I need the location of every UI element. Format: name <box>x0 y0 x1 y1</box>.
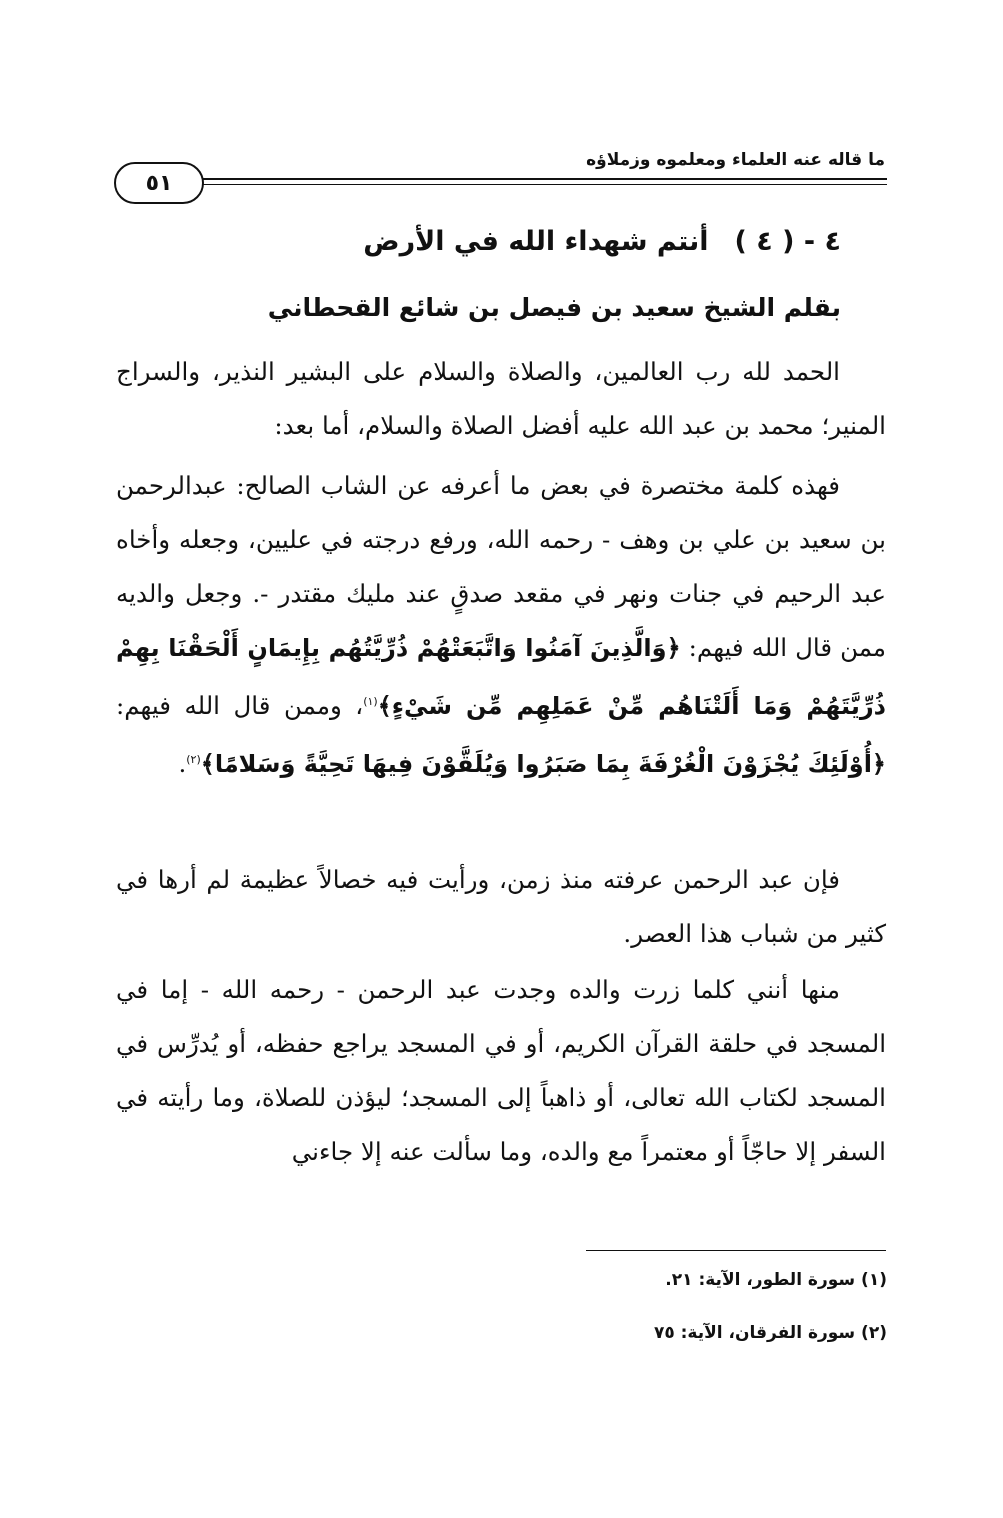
author-byline: بقلم الشيخ سعيد بن فيصل بن شائع القحطاني <box>267 293 841 322</box>
paragraph-text: . <box>178 749 187 779</box>
paragraph-text: فهذه كلمة مختصرة في بعض ما أعرفه عن الشاب الصالح: عبدالرحمن بن سعيد بن علي بن وهف - رحمه الله، ورفع درجته في عليين، وجعله وأخاه عبد الرحيم في جنات ونهر في مقعد صدقٍ عند مليك مقتدر -. وجعل والديه ممن قال الله فيهم: <box>116 471 887 662</box>
paragraph-qualities: فإن عبد الرحمن عرفته منذ زمن، ورأيت فيه خصالاً عظيمة لم أرها في كثير من شباب هذا العصر. <box>116 865 886 948</box>
footnote-reference: (١) <box>363 695 378 708</box>
section-title: أنتم شهداء الله في الأرض <box>363 226 709 257</box>
section-heading <box>363 226 841 257</box>
footnote-reference: (٢) <box>186 753 201 767</box>
paragraph-text: ، وممن قال الله فيهم: <box>116 691 364 721</box>
paragraph-opening: الحمد لله رب العالمين، والصلاة والسلام على البشير النذير، والسراج المنير؛ محمد بن عبد الله عليه أفضل الصلاة والسلام، أما بعد: <box>116 357 886 440</box>
footnote-separator <box>586 1250 886 1251</box>
page-number: ٥١ <box>114 162 204 204</box>
footnote: (١) سورة الطور، الآية: ٢١. <box>665 1270 887 1290</box>
footnote: (٢) سورة الفرقان، الآية: ٧٥ <box>653 1323 887 1343</box>
section-number: ٤ - ( ٤ ) <box>734 226 841 257</box>
quran-verse: ﴿وَالَّذِينَ آمَنُوا وَاتَّبَعَتْهُمْ ذُرِّيَّتُهُم بِإِيمَانٍ أَلْحَقْنَا بِهِمْ ذُرِّيَّتَهُمْ وَمَا أَلَتْنَاهُم مِّنْ عَمَلِهِم مِّن شَيْءٍ﴾ <box>116 634 887 721</box>
paragraph-introduction <box>116 459 886 791</box>
header-rule-thin <box>196 184 887 185</box>
running-title: ما قاله عنه العلماء ومعلموه وزملاؤه <box>586 150 885 170</box>
quran-verse: ﴿أُوْلَئِكَ يُجْزَوْنَ الْغُرْفَةَ بِمَا صَبَرُوا وَيُلَقَّوْنَ فِيهَا تَحِيَّةً وَسَلامًا﴾ <box>200 750 886 779</box>
paragraph-mosque: منها أنني كلما زرت والده وجدت عبد الرحمن - رحمه الله - إما في المسجد في حلقة القرآن الكريم، أو في المسجد يراجع حفظه، أو يُدرِّس في المسجد لكتاب الله تعالى، أو ذاهباً إلى المسجد؛ ليؤذن للصلاة، وما رأيته في السفر إلا حاجّاً أو معتمراً مع والده، وما سألت عنه إلا جاءني <box>116 975 886 1166</box>
header-rule <box>196 178 887 180</box>
